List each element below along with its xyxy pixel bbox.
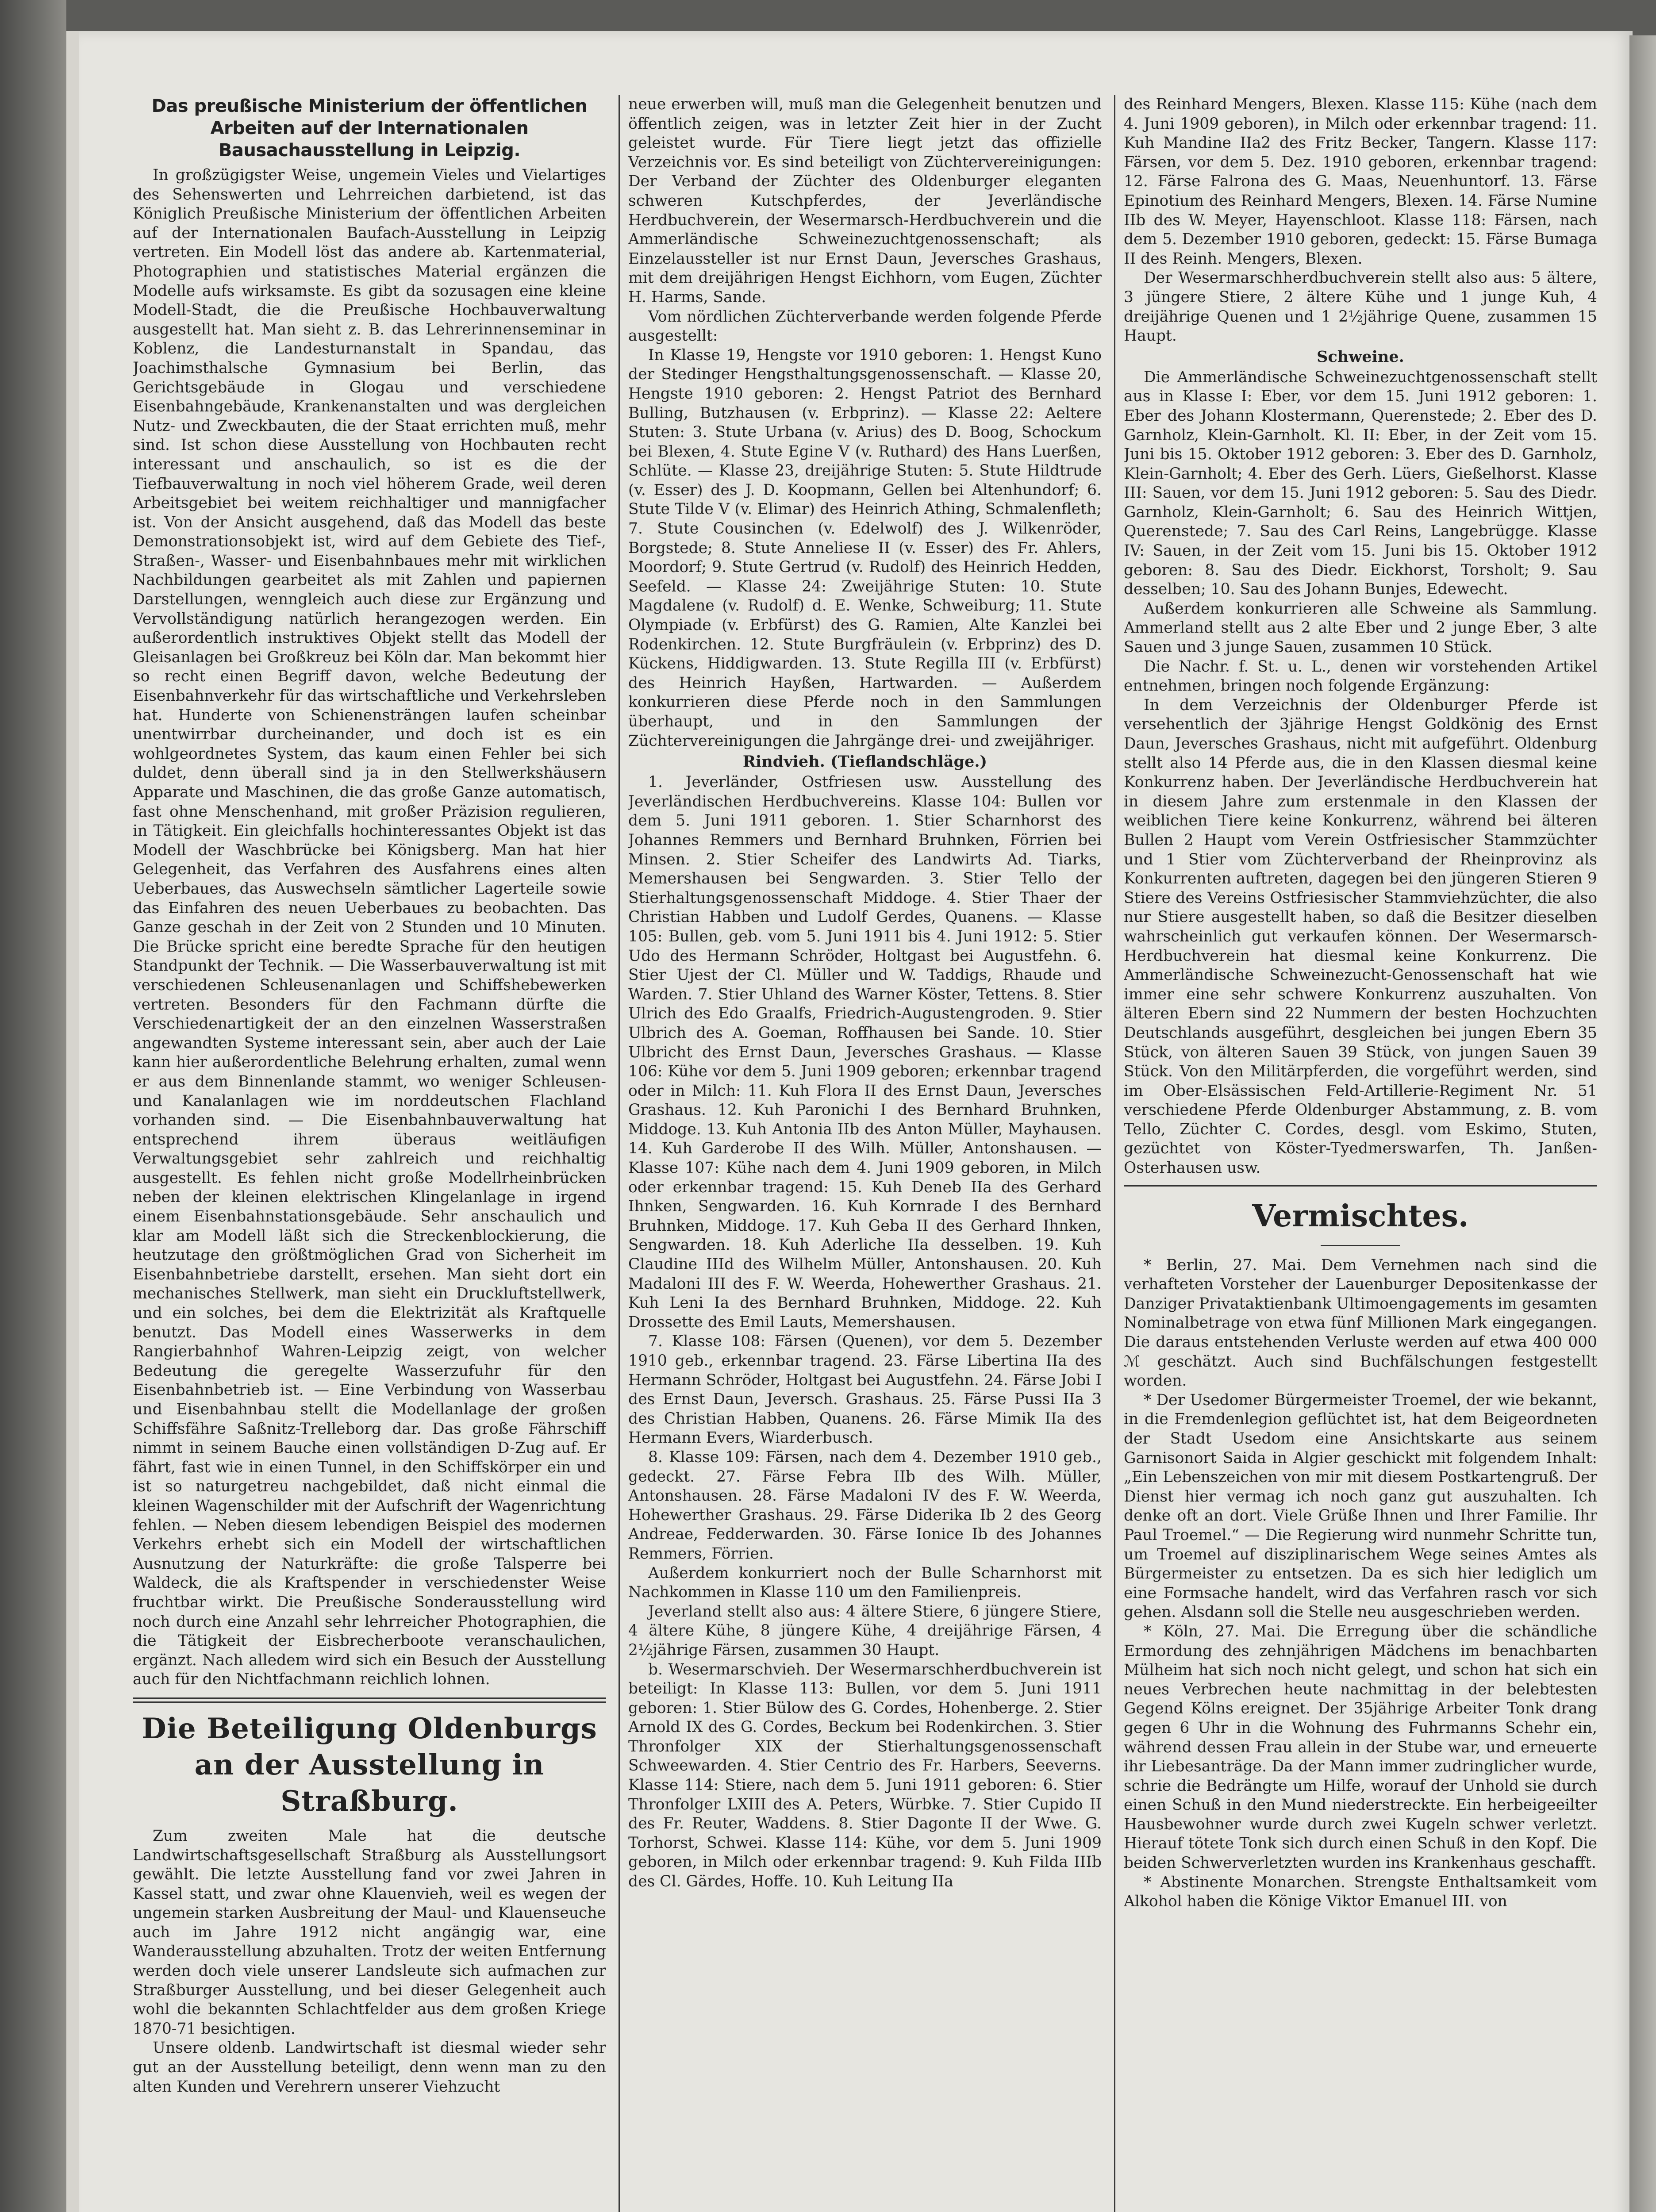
article-divider [133, 1697, 606, 1703]
news-item-monarchen: * Abstinente Monarchen. Strengste Enthaltsamkeit vom Alkohol haben die Könige Viktor Emanuel III. von [1124, 1873, 1597, 1911]
column-1 [133, 95, 606, 2212]
article-paragraph: Vom nördlichen Züchterverbande werden folgende Pferde ausgestellt: [628, 307, 1102, 345]
article-paragraph: 7. Klasse 108: Färsen (Quenen), vor dem 5. Dezember 1910 geb., erkennbar tragend. 23. Färse Libertina IIa des Hermann Schröder, Holtgast bei Augustfehn. 24. Färse Jobi I des Ernst Daun, Jeversch. Grashaus. 25. Färse Pussi IIa 3 des Christian Habben, Quanens. 26. Färse Mimik IIa des Hermann Evers, Wiarderbusch. [628, 1333, 1102, 1447]
article-paragraph: Zum zweiten Male hat die deutsche Landwirtschaftsgesellschaft Straßburg als Ausstellungsort gewählt. Die letzte Ausstellung fand vor zwei Jahren in Kassel statt, und zwar ohne Klauenvieh, weil es wegen der ungemein starken Ausbreitung der Maul- und Klauenseuche auch im Jahre 1912 nicht angängig war, eine Wanderausstellung abzuhalten. Trotz der weiten Entfernung werden doch viele unserer Landsleute sich aufmachen zur Straßburger Ausstellung, und bei dieser Gelegenheit auch wohl die bekannten Schlachtfelder aus dem großen Kriege 1870-71 besichtigen. [133, 1827, 606, 2038]
article-paragraph: Unsere oldenb. Landwirtschaft ist diesmal wieder sehr gut an der Ausstellung beteiligt, denn wenn man zu den alten Kunden und Verehrern unserer Viehzucht [133, 2039, 606, 2096]
subheading-rindvieh: Rindvieh. (Tieflandschläge.) [742, 753, 987, 771]
headline-vermischtes: Vermischtes. [1252, 1198, 1469, 1234]
article-paragraph: des Reinhard Mengers, Blexen. Klasse 115: Kühe (nach dem 4. Juni 1909 geboren), in Milch oder erkennbar tragend: 11. Kuh Mandine IIa2 des Fritz Becker, Tangern. Klasse 117: Färsen, vor dem 5. Dez. 1910 geboren, erkennbar tragend: 12. Färse Falrona des G. Maas, Neuenhuntorf. 13. Färse Epinotium des Reinhard Mengers, Blexen. 14. Färse Numine IIb des W. Meyer, Hayenschloot. Klasse 118: Färsen, nach dem 5. Dezember 1910 geboren, gedeckt: 15. Färse Bumaga II des Reinh. Mengers, Blexen. [1124, 96, 1597, 268]
article-paragraph: neue erwerben will, muß man die Gelegenheit benutzen und öffentlich zeigen, was in letzter Zeit hier in der Zucht geleistet wurde. Für Tiere liegt jetzt das offizielle Verzeichnis vor. Es sind beteiligt von Züchtervereinigungen: Der Verband der Züchter des Oldenburger eleganten schweren Kutschpferdes, der Jeverländische Herdbuchverein, der Wesermarsch-Herdbuchverein und die Ammerländische Schweinezuchtgenossenschaft; als Einzelaussteller ist nur Ernst Daun, Jeversches Grashaus, mit dem dreijährigen Hengst Eichhorn, vom Eugen, Züchter H. Harms, Sande. [628, 96, 1102, 306]
article-paragraph: 1. Jeverländer, Ostfriesen usw. Ausstellung des Jeverländischen Herdbuchvereins. Klasse 104: Bullen vor dem 5. Juni 1911 geboren. 1. Stier Scharnhorst des Johannes Remmers und Bernhard Bruhnken, Förrien bei Minsen. 2. Stier Scheifer des Landwirts Ad. Tiarks, Memershausen bei Sengwarden. 3. Stier Tello der Stierhaltungsgenossenschaft Middoge. 4. Stier Thaer der Christian Habben und Ludolf Gerdes, Quanens. — Klasse 105: Bullen, geb. vom 5. Juni 1911 bis 4. Juni 1912: 5. Stier Udo des Hermann Schröder, Holtgast bei Augustfehn. 6. Stier Ujest der Cl. Müller und W. Taddigs, Rhaude und Warden. 7. Stier Uhland des Warner Köster, Tettens. 8. Stier Ulrich des Edo Graalfs, Friedrich-Augustengroden. 9. Stier Ulbrich des A. Goeman, Roffhausen bei Sande. 10. Stier Ulbricht des Ernst Daun, Jeversches Grashaus. — Klasse 106: Kühe vor dem 5. Juni 1909 geboren; erkennbar tragend oder in Milch: 11. Kuh Flora II des Ernst Daun, Jeversches Grashaus. 12. Kuh Paronichi I des Bernhard Bruhnken, Middoge. 13. Kuh Antonia IIb des Anton Müller, Mayhausen. 14. Kuh Garderobe II des Wilh. Müller, Antonshausen. — Klasse 107: Kühe nach dem 4. Juni 1909 geboren, in Milch oder erkennbar tragend: 15. Kuh Deneb IIa des Gerhard Ihnken, Sengwarden. 16. Kuh Kornrade I des Bernhard Bruhnken, Middoge. 17. Kuh Geba II des Gerhard Ihnken, Sengwarden. 18. Kuh Aderliche IIa desselben. 19. Kuh Claudine IIId des Wilhelm Müller, Antonshausen. 20. Kuh Madaloni III des F. W. Weerda, Hohewerther Grashaus. 21. Kuh Leni Ia des Bernhard Bruhnken, Middoge. 22. Kuh Drossette des Emil Lauts, Memershausen. [628, 773, 1102, 1331]
heading-underline [1321, 1245, 1400, 1246]
column-2 [628, 95, 1102, 2212]
subheading-schweine: Schweine. [1317, 347, 1404, 366]
news-item-koeln: * Köln, 27. Mai. Die Erregung über die schändliche Ermordung des zehnjährigen Mädchens im benachbarten Mülheim hat sich noch nicht gelegt, und schon hat sich ein neues Verbrechen heute nachmittag in der belebtesten Gegend Kölns ereignet. Der 35jährige Arbeiter Tonk drang gegen 6 Uhr in die Wohnung des Fuhrmanns Schehr ein, während dessen Frau allein in der Stube war, und erneuerte ihr Liebesanträge. Da der Mann immer zudringlicher wurde, schrie die Bedrängte um Hilfe, worauf der Unhold sie durch einen Schuß in den Mund niederstreckte. Ein herbeigeeilter Hausbewohner wurde durch zwei Kugeln schwer verletzt. Hierauf tötete Tonk sich durch einen Schuß in den Kopf. Die beiden Schwerverletzten wurden ins Krankenhaus geschafft. [1124, 1622, 1597, 1872]
article-paragraph: Die Ammerländische Schweinezuchtgenossenschaft stellt aus in Klasse I: Eber, vor dem 15. Juni 1912 geboren: 1. Eber des Johann Klostermann, Querenstede; 2. Eber des D. Garnholz, Klein-Garnholt. Kl. II: Eber, in der Zeit vom 15. Juni bis 15. Oktober 1912 geboren: 3. Eber des D. Garnholz, Klein-Garnholt; 4. Eber des Gerh. Lüers, Gießelhorst. Klasse III: Sauen, vor dem 15. Juni 1912 geboren: 5. Sau des Diedr. Garnholz, Klein-Garnholt; 6. Sau des Heinrich Wittjen, Querenstede; 7. Sau des Carl Reins, Langebrügge. Klasse IV: Sauen, in der Zeit vom 15. Juni bis 15. Oktober 1912 geboren: 8. Sau des Diedr. Eickhorst, Torsholt; 9. Sau desselben; 10. Sau des Johann Bunjes, Edewecht. [1124, 368, 1597, 599]
next-page-edge [1629, 35, 1656, 2212]
article-divider [1124, 1185, 1597, 1187]
article-paragraph: In Klasse 19, Hengste vor 1910 geboren: 1. Hengst Kuno der Stedinger Hengsthaltungsgenossenschaft. — Klasse 20, Hengste 1910 geboren: 2. Hengst Patriot des Bernhard Bulling, Butzhausen (v. Erbprinz). — Klasse 22: Aeltere Stuten: 3. Stute Urbana (v. Arius) des D. Boog, Schockum bei Blexen, 4. Stute Egine V (v. Ruthard) des Hans Luerßen, Schlüte. — Klasse 23, dreijährige Stuten: 5. Stute Hildtrude (v. Esser) des J. D. Koopmann, Gellen bei Altenhundorf; 6. Stute Tilde V (v. Elimar) des Heinrich Athing, Schmalenfleth; 7. Stute Cousinchen (v. Edelwolf) des J. Wilkenröder, Borgstede; 8. Stute Anneliese II (v. Esser) des Fr. Ahlers, Moordorf; 9. Stute Gertrud (v. Rudolf) des Heinrich Hedden, Seefeld. — Klasse 24: Zweijährige Stuten: 10. Stute Magdalene (v. Rudolf) d. E. Wenke, Schweiburg; 11. Stute Olympiade (v. Erbfürst) des G. Ramien, Alte Kanzlei bei Rodenkirchen. 12. Stute Burgfräulein (v. Erbprinz) des D. Kückens, Hiddigwarden. 13. Stute Regilla III (v. Erbfürst) des Heinrich Hayßen, Hartwarden. — Außerdem konkurrieren diese Pferde noch in den Sammlungen überhaupt, und in den Sammlungen der Züchtervereinigungen die Jahrgänge drei- und zweijähriger. [628, 346, 1102, 750]
article-paragraph: Die Nachr. f. St. u. L., denen wir vorstehenden Artikel entnehmen, bringen noch folgende Ergänzung: [1124, 657, 1597, 695]
news-item-usedom: * Der Usedomer Bürgermeister Troemel, der wie bekannt, in die Fremdenlegion geflüchtet ist, hat dem Beigeordneten der Stadt Usedom eine Ansichtskarte aus seinem Garnisonort Saida in Algier geschickt mit folgendem Inhalt: „Ein Lebenszeichen von mir mit diesem Postkartengruß. Der Dienst hier vermag ich noch ganz gut auszuhalten. Ich denke oft an dort. Viele Grüße Ihnen und Ihrer Familie. Ihr Paul Troemel.“ — Die Regierung wird nunmehr Schritte tun, um Troemel auf disziplinarischem Wege seines Amtes als Bürgermeister zu entsetzen. Da es sich hier lediglich um eine Formsache handelt, wird das Verfahren rasch vor sich gehen. Alsdann soll die Stelle neu ausgeschrieben werden. [1124, 1391, 1597, 1621]
article-paragraph: Außerdem konkurrieren alle Schweine als Sammlung. Ammerland stellt aus 2 alte Eber und 2 junge Eber, 3 alte Sauen und 3 junge Sauen, zusammen 10 Stück. [1124, 599, 1597, 657]
headline-oldenburg: Die Beteiligung Oldenburgs an der Ausstellung in Straßburg. [142, 1712, 597, 1818]
article-paragraph: 8. Klasse 109: Färsen, nach dem 4. Dezember 1910 geb., gedeckt. 27. Färse Febra IIb des Wilh. Müller, Antonshausen. 28. Färse Madaloni IV des F. W. Weerda, Hohewerther Grashaus. 29. Färse Diderika Ib 2 des Georg Andreae, Fedderwarden. 30. Färse Ionice Ib des Johannes Remmers, Förrien. [628, 1448, 1102, 1563]
headline-ministerium: Das preußische Ministerium der öffentlichen Arbeiten auf der Internationalen Bausachausstellung in Leipzig. [151, 96, 588, 161]
article-paragraph: b. Wesermarschvieh. Der Wesermarschherdbuchverein ist beteiligt: In Klasse 113: Bullen, vor dem 5. Juni 1911 geboren: 1. Stier Bülow des G. Cordes, Hohenberge. 2. Stier Arnold IX des G. Cordes, Beckum bei Rodenkirchen. 3. Stier Thronfolger XIX der Stierhaltungsgenossenschaft Schweewarden. 4. Stier Centrio des Fr. Harbers, Seeverns. Klasse 114: Stiere, nach dem 5. Juni 1911 geboren: 6. Stier Thronfolger LXIII des A. Peters, Würbke. 7. Stier Cupido II des Fr. Reuter, Waddens. 8. Stier Dagonte II der Wwe. G. Torhorst, Schwei. Klasse 114: Kühe, vor dem 5. Juni 1909 geboren, in Milch oder erkennbar tragend: 9. Kuh Filda IIIb des Cl. Gärdes, Hoffe. 10. Kuh Leitung IIa [628, 1660, 1102, 1891]
column-rule [1114, 95, 1115, 2212]
book-spine [0, 0, 66, 2212]
column-3 [1124, 95, 1597, 2212]
article-paragraph: Der Wesermarschherdbuchverein stellt also aus: 5 ältere, 3 jüngere Stiere, 2 ältere Kühe und 1 junge Kuh, 4 dreijährige Quenen und 1 2½jährige Quene, zusammen 15 Haupt. [1124, 269, 1597, 345]
article-paragraph: In dem Verzeichnis der Oldenburger Pferde ist versehentlich der 3jährige Hengst Goldkönig des Ernst Daun, Jeversches Grashaus, nicht mit aufgeführt. Oldenburg stellt also 14 Pferde aus, die in den Klassen diesmal keine Konkurrenz haben. Der Jeverländische Herdbuchverein hat in diesem Jahre zum erstenmale in den Klassen der weiblichen Tiere keine Konkurrenz, während bei älteren Bullen 2 Haupt vom Verein Ostfriesischer Stammzüchter und 1 Stier vom Züchterverband der Rheinprovinz als Konkurrenten auftreten, dagegen bei den jüngeren Stieren 9 Stiere des Vereins Ostfriesischer Stammviehzüchter, die also nur Stiere ausgestellt haben, so daß die Besitzer dieselben wahrscheinlich gut verkaufen können. Der Wesermarsch-Herdbuchverein hat diesmal keine Konkurrenz. Die Ammerländische Schweinezucht-Genossenschaft hat wie immer eine sehr schwere Konkurrenz auszuhalten. Von älteren Ebern sind 22 Nummern der besten Hochzuchten Deutschlands ausgeführt, desgleichen bei jungen Ebern 35 Stück, von älteren Sauen 39 Stück, von jungen Sauen 39 Stück. Von den Militärpferden, die vorgeführt werden, sind im Ober-Elsässischen Feld-Artillerie-Regiment Nr. 51 verschiedene Pferde Oldenburger Abstammung, z. B. vom Tello, Züchter C. Cordes, desgl. vom Eskimo, Stuten, gezüchtet von Köster-Tyedmerswarfen, Th. Janßen-Osterhausen usw. [1124, 696, 1597, 1177]
article-paragraph: Außerdem konkurriert noch der Bulle Scharnhorst mit Nachkommen in Klasse 110 um den Familienpreis. [628, 1564, 1102, 1601]
article-paragraph: In großzügigster Weise, ungemein Vieles und Vielartiges des Sehenswerten und Lehrreichen darbietend, ist das Königlich Preußische Ministerium der öffentlichen Arbeiten auf der Internationalen Baufach-Ausstellung in Leipzig vertreten. Ein Modell löst das andere ab. Kartenmaterial, Photographien und statistisches Material ergänzen die Modelle aufs wirksamste. Es gibt da sozusagen eine kleine Modell-Stadt, die die Preußische Hochbauverwaltung ausgestellt hat. Man sieht z. B. das Lehrerinnenseminar in Koblenz, die Landesturnanstalt in Spandau, das Joachimsthalsche Gymnasium bei Berlin, das Gerichtsgebäude in Glogau und verschiedene Eisenbahngebäude, Krankenanstalten und was dergleichen Nutz- und Zweckbauten, die der Staat errichten muß, mehr sind. Ist schon diese Ausstellung von Hochbauten recht interessant und anschaulich, so ist es die der Tiefbauverwaltung in noch viel höherem Grade, weil deren Arbeitsgebiet bei weitem reichhaltiger und mannigfacher ist. Von der Ansicht ausgehend, daß das Modell das beste Demonstrationsobjekt ist, wird auf dem Gebiete des Tief-, Straßen-, Wasser- und Eisenbahnbaues mehr mit wirklichen Nachbildungen gearbeitet als mit Zahlen und papiernen Darstellungen, wenngleich auch diese zur Ergänzung und Vervollständigung natürlich herangezogen werden. Ein außerordentlich instruktives Objekt stellt das Modell der Gleisanlagen bei Großkreuz bei Köln dar. Man bekommt hier so recht einen Begriff davon, welche Bedeutung der Eisenbahnverkehr für das wirtschaftliche und Verkehrsleben hat. Hunderte von Schienensträngen laufen scheinbar unentwirrbar durcheinander, und doch ist es ein wohlgeordnetes System, das kaum einen Fehler bei sich duldet, denn überall sind ja in den Stellwerkshäusern Apparate und Maschinen, die das große Ganze automatisch, fast ohne Menschenhand, mit großer Präzision regulieren, in Tätigkeit. Ein gleichfalls hochinteressantes Objekt ist das Modell der Waschbrücke bei Königsberg. Man hat hier Gelegenheit, das Verfahren des Ausfahrens eines alten Ueberbaues, das Auswechseln sämtlicher Lagerteile sowie das Einfahren des neuen Ueberbaues zu beobachten. Das Ganze geschah in der Zeit von 2 Stunden und 10 Minuten. Die Brücke spricht eine beredte Sprache für den heutigen Standpunkt der Technik. — Die Wasserbauverwaltung ist mit verschiedenen Schleusenanlagen und Schiffshebewerken vertreten. Besonders für den Fachmann dürfte die Verschiedenartigkeit der an den einzelnen Wasserstraßen angewandten Systeme interessant sein, aber auch der Laie kann hier außerordentliche Belehrung erhalten, zumal wenn er aus dem Binnenlande stammt, wo weniger Schleusen- und Kanalanlagen wie im norddeutschen Flachland vorhanden sind. — Die Eisenbahnbauverwaltung hat entsprechend ihrem überaus weitläufigen Verwaltungsgebiet sehr zahlreich und reichhaltig ausgestellt. Es fehlen nicht große Modellrheinbrücken neben der kleinen elektrischen Klingelanlage in irgend einem Eisenbahnstationsgebäude. Sehr anschaulich und klar am Modell läßt sich die Streckenblockierung, die heutzutage den größtmöglichen Grad von Sicherheit im Eisenbahnbetriebe darstellt, ersehen. Man sieht dort ein mechanisches Stellwerk, man sieht ein Druckluftstellwerk, und ein solches, bei dem die Elektrizität als Kraftquelle benutzt. Das Modell eines Wasserwerks in dem Rangierbahnhof Wahren-Leipzig zeigt, von welcher Bedeutung die geregelte Wasserzufuhr für den Eisenbahnbetrieb ist. — Eine Verbindung von Wasserbau und Eisenbahnbau stellt die Modellanlage der großen Schiffsfähre Saßnitz-Trelleborg dar. Das große Fährschiff nimmt in seinem Bauche einen vollständigen D-Zug auf. Er fährt, fast wie in einen Tunnel, in den Schiffskörper ein und ist so naturgetreu nachgebildet, daß nicht einmal die kleinen Wagenschilder mit der Aufschrift der Wagenrichtung fehlen. — Neben diesem lebendigen Beispiel des modernen Verkehrs erhebt sich ein Modell der wirtschaftlichen Ausnutzung der Naturkräfte: die große Talsperre bei Waldeck, die als Kraftspender in verschiedenster Weise fruchtbar wirkt. Die Preußische Sonderausstellung wird noch durch eine Anzahl sehr lehrreicher Photographien, die die Tätigkeit der Eisbrecherboote veranschaulichen, ergänzt. Nach alledem wird sich ein Besuch der Ausstellung auch für den Nichtfachmann reichlich lohnen. [133, 166, 606, 1689]
article-paragraph: Jeverland stellt also aus: 4 ältere Stiere, 6 jüngere Stiere, 4 ältere Kühe, 8 jüngere Kühe, 4 dreijährige Färsen, 4 2½jährige Färsen, zusammen 30 Haupt. [628, 1602, 1102, 1659]
news-item-berlin: * Berlin, 27. Mai. Dem Vernehmen nach sind die verhafteten Vorsteher der Lauenburger Depositenkasse der Danziger Privataktienbank Ultimoengagements im gesamten Nominalbetrage von etwa fünf Millionen Mark eingegangen. Die daraus entstehenden Verluste werden auf etwa 400 000 ℳ geschätzt. Auch sind Buchfälschungen festgestellt worden. [1124, 1256, 1597, 1390]
column-rule [619, 95, 620, 2212]
